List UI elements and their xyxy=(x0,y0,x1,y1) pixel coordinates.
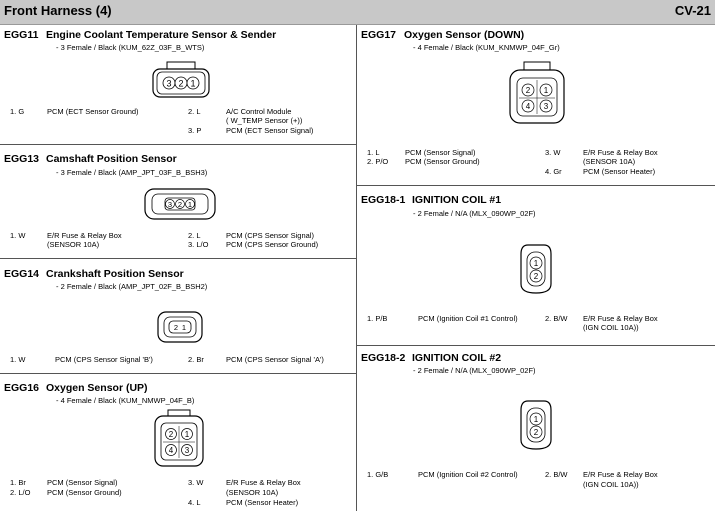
pin-function: PCM (CPS Sensor Ground) xyxy=(226,240,319,249)
section-divider xyxy=(0,258,356,259)
pin-number: 2. B/W xyxy=(545,314,568,323)
pin-number: 3. W xyxy=(188,478,204,487)
pin-label: 2 xyxy=(177,200,183,209)
pin-label: 1 xyxy=(190,78,196,89)
pin-function: E/R Fuse & Relay Box xyxy=(226,478,301,487)
connector-code: EGG17 xyxy=(361,29,397,41)
pin-number: 2. L xyxy=(188,231,201,240)
section-divider xyxy=(357,345,715,346)
connector-name: IGNITION COIL #2 xyxy=(412,352,502,364)
connector-diagram-egg13 xyxy=(142,186,218,222)
pin-number: 1. P/B xyxy=(367,314,388,323)
pin-function: PCM (Sensor Heater) xyxy=(226,498,299,507)
pin-function: (SENSOR 10A) xyxy=(226,488,279,497)
connector-code: EGG18-2 xyxy=(361,352,406,364)
pin-number: 4. Gr xyxy=(545,167,562,176)
pin-label: 1 xyxy=(543,86,549,95)
pin-function: E/R Fuse & Relay Box xyxy=(583,148,658,157)
pin-number: 2. P/O xyxy=(367,157,389,166)
connector-diagram-egg16 xyxy=(152,408,206,468)
connector-name: Oxygen Sensor (UP) xyxy=(46,382,148,394)
pin-label: 3 xyxy=(543,102,549,111)
pin-function: (IGN COIL 10A)) xyxy=(583,323,639,332)
connector-description: - 3 Female / Black (KUM_62Z_03F_B_WTS) xyxy=(56,43,205,52)
pin-function: PCM (CPS Sensor Signal 'B') xyxy=(55,355,153,364)
pin-label: 2 xyxy=(533,428,539,437)
connector-diagram-egg17 xyxy=(507,60,567,126)
connector-description: - 4 Female / Black (KUM_NMWP_04F_B) xyxy=(56,396,195,405)
pin-label: 3 xyxy=(167,200,173,209)
section-divider xyxy=(0,144,356,145)
connector-code: EGG13 xyxy=(4,153,40,165)
pin-function: (SENSOR 10A) xyxy=(583,157,636,166)
pin-number: 1. G xyxy=(10,107,25,116)
pin-label: 1 xyxy=(533,259,539,268)
pin-number: 2. B/W xyxy=(545,470,568,479)
pin-label: 3 xyxy=(184,446,190,455)
connector-diagram-egg18-2 xyxy=(518,398,554,452)
pin-number: 3. L/O xyxy=(188,240,209,249)
connector-description: - 2 Female / Black (AMP_JPT_02F_B_BSH2) xyxy=(56,282,208,291)
connector-code: EGG18-1 xyxy=(361,194,406,206)
connector-description: - 2 Female / N/A (MLX_090WP_02F) xyxy=(413,209,536,218)
pin-label: 2 xyxy=(173,323,179,332)
pin-number: 1. W xyxy=(10,355,26,364)
pin-function: (SENSOR 10A) xyxy=(47,240,100,249)
pin-number: 2. Br xyxy=(188,355,204,364)
pin-label: 1 xyxy=(184,430,190,439)
pin-function: E/R Fuse & Relay Box xyxy=(583,470,658,479)
pin-function: PCM (Ignition Coil #1 Control) xyxy=(418,314,518,323)
connector-name: Oxygen Sensor (DOWN) xyxy=(404,29,525,41)
page-title: Front Harness (4) xyxy=(4,3,112,18)
pin-function: PCM (ECT Sensor Signal) xyxy=(226,126,314,135)
pin-function: PCM (CPS Sensor Signal 'A') xyxy=(226,355,324,364)
pin-number: 3. P xyxy=(188,126,202,135)
pin-function: E/R Fuse & Relay Box xyxy=(583,314,658,323)
connector-description: - 3 Female / Black (AMP_JPT_03F_B_BSH3) xyxy=(56,168,208,177)
pin-number: 3. W xyxy=(545,148,561,157)
pin-label: 4 xyxy=(525,102,531,111)
pin-number: 1. L xyxy=(367,148,380,157)
pin-label: 3 xyxy=(166,78,172,89)
page-number: CV-21 xyxy=(674,3,711,18)
pin-label: 4 xyxy=(168,446,174,455)
pin-label: 2 xyxy=(178,78,184,89)
pin-function: E/R Fuse & Relay Box xyxy=(47,231,122,240)
pin-label: 1 xyxy=(187,200,193,209)
pin-function: PCM (Sensor Signal) xyxy=(405,148,476,157)
connector-diagram-egg18-1 xyxy=(518,242,554,296)
pin-function: PCM (Sensor Signal) xyxy=(47,478,118,487)
pin-function: A/C Control Module xyxy=(226,107,292,116)
pin-label: 1 xyxy=(533,415,539,424)
pin-function: (IGN COIL 10A)) xyxy=(583,480,639,489)
connector-name: Camshaft Position Sensor xyxy=(46,153,177,165)
connector-code: EGG14 xyxy=(4,268,40,280)
pin-number: 2. L xyxy=(188,107,201,116)
pin-function: PCM (Sensor Ground) xyxy=(405,157,480,166)
connector-description: - 2 Female / N/A (MLX_090WP_02F) xyxy=(413,366,536,375)
pin-number: 4. L xyxy=(188,498,201,507)
section-divider xyxy=(0,373,356,374)
connector-diagram-egg14 xyxy=(155,309,205,345)
pin-function: ( W_TEMP Sensor (+)) xyxy=(226,116,303,125)
connector-name: Engine Coolant Temperature Sensor & Sender xyxy=(46,29,277,41)
pin-label: 2 xyxy=(525,86,531,95)
pin-number: 1. Br xyxy=(10,478,26,487)
section-divider xyxy=(357,185,715,186)
pin-number: 1. G/B xyxy=(367,470,389,479)
column-divider xyxy=(356,25,357,511)
pin-number: 1. W xyxy=(10,231,26,240)
pin-label: 2 xyxy=(168,430,174,439)
pin-function: PCM (Ignition Coil #2 Control) xyxy=(418,470,518,479)
pin-function: PCM (CPS Sensor Signal) xyxy=(226,231,314,240)
pin-number: 2. L/O xyxy=(10,488,31,497)
connector-code: EGG11 xyxy=(4,29,39,41)
pin-function: PCM (Sensor Heater) xyxy=(583,167,656,176)
connector-name: IGNITION COIL #1 xyxy=(412,194,502,206)
pin-function: PCM (ECT Sensor Ground) xyxy=(47,107,139,116)
pin-function: PCM (Sensor Ground) xyxy=(47,488,122,497)
connector-diagram-egg11 xyxy=(150,60,212,100)
connector-code: EGG16 xyxy=(4,382,40,394)
pin-label: 1 xyxy=(181,323,187,332)
pin-label: 2 xyxy=(533,272,539,281)
connector-description: - 4 Female / Black (KUM_KNMWP_04F_Gr) xyxy=(413,43,560,52)
connector-name: Crankshaft Position Sensor xyxy=(46,268,184,280)
page-header xyxy=(0,0,715,25)
